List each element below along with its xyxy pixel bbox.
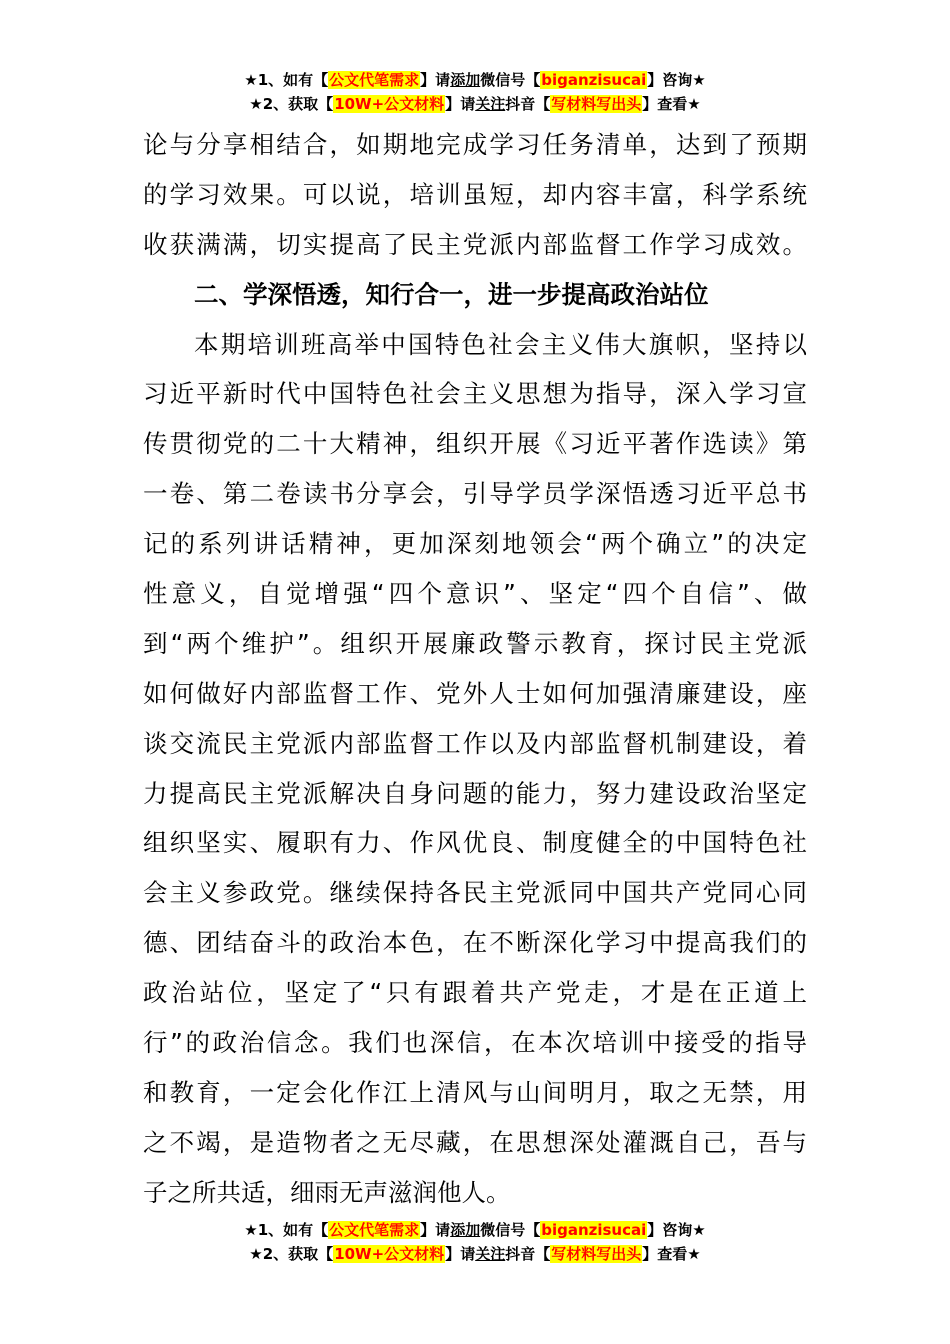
body-line: 习近平新时代中国特色社会主义思想为指导，深入学习宣 — [143, 379, 807, 409]
footer-banner-line-2 — [0, 1242, 950, 1266]
body-line: 如何做好内部监督工作、党外人士如何加强清廉建设，座 — [143, 678, 807, 708]
banner-text: 】咨询★ — [647, 71, 706, 89]
banner-text: ★2、获取【 — [249, 95, 334, 113]
footer-banner-line-1 — [0, 1218, 950, 1242]
footer-banner — [0, 1218, 950, 1266]
body-line: 收获满满，切实提高了民主党派内部监督工作学习成效。 — [143, 229, 807, 259]
body-line: 一卷、第二卷读书分享会，引导学员学深悟透习近平总书 — [143, 479, 807, 509]
banner-text: 】查看★ — [642, 95, 701, 113]
banner-text: ★2、获取【 — [249, 1245, 334, 1263]
body-line: 组织坚实、履职有力、作风优良、制度健全的中国特色社 — [143, 828, 807, 858]
banner-text: 】请 — [420, 1221, 451, 1239]
banner-text: 】请 — [420, 71, 451, 89]
body-line: 力提高民主党派解决自身问题的能力，努力建设政治坚定 — [143, 778, 807, 808]
banner-text: 抖音【 — [505, 95, 551, 113]
body-line: 德、团结奋斗的政治本色，在不断深化学习中提高我们的 — [143, 928, 807, 958]
highlight-materials: 10W+公文材料 — [334, 1245, 445, 1263]
underlined-text: 添加 — [450, 1221, 481, 1239]
body-line: 本期培训班高举中国特色社会主义伟大旗帜，坚持以 — [194, 329, 807, 359]
banner-text: 】查看★ — [642, 1245, 701, 1263]
underlined-text: 添加 — [450, 71, 481, 89]
body-line: 性意义，自觉增强“四个意识”、坚定“四个自信”、做 — [143, 579, 807, 609]
underlined-text: 关注 — [475, 1245, 506, 1263]
highlight-service: 公文代笔需求 — [329, 1221, 420, 1239]
underlined-text: 关注 — [475, 95, 506, 113]
header-banner — [0, 68, 950, 116]
body-line: 传贯彻党的二十大精神，组织开展《习近平著作选读》第 — [143, 429, 807, 459]
banner-text: ★1、如有【 — [244, 71, 329, 89]
banner-text: 微信号【 — [480, 1221, 541, 1239]
body-line: 的学习效果。可以说，培训虽短，却内容丰富，科学系统 — [143, 179, 807, 209]
body-line: 论与分享相结合，如期地完成学习任务清单，达到了预期 — [143, 130, 807, 159]
highlight-wechat-id: biganzisucai — [541, 1221, 647, 1239]
highlight-materials: 10W+公文材料 — [334, 95, 445, 113]
section-heading: 二、学深悟透，知行合一，进一步提高政治站位 — [194, 279, 709, 309]
body-line: 行”的政治信念。我们也深信，在本次培训中接受的指导 — [143, 1028, 807, 1058]
body-line: 政治站位，坚定了“只有跟着共产党走，才是在正道上 — [143, 978, 807, 1008]
highlight-service: 公文代笔需求 — [329, 71, 420, 89]
highlight-douyin-account: 写材料写出头 — [551, 1245, 642, 1263]
banner-text: 抖音【 — [505, 1245, 551, 1263]
banner-text: 】咨询★ — [647, 1221, 706, 1239]
highlight-douyin-account: 写材料写出头 — [551, 95, 642, 113]
banner-text: ★1、如有【 — [244, 1221, 329, 1239]
banner-text: 】请 — [445, 95, 476, 113]
document-body — [143, 120, 807, 1218]
body-line-last: 子之所共适，细雨无声滋润他人。 — [143, 1177, 511, 1207]
body-line: 到“两个维护”。组织开展廉政警示教育，探讨民主党派 — [143, 628, 807, 658]
header-banner-line-1 — [0, 68, 950, 92]
banner-text: 】请 — [445, 1245, 476, 1263]
highlight-wechat-id: biganzisucai — [541, 71, 647, 89]
body-line: 和教育，一定会化作江上清风与山间明月，取之无禁，用 — [143, 1077, 807, 1107]
body-line: 会主义参政党。继续保持各民主党派同中国共产党同心同 — [143, 878, 807, 908]
body-line: 谈交流民主党派内部监督工作以及内部监督机制建设，着 — [143, 728, 807, 758]
body-line: 之不竭，是造物者之无尽藏，在思想深处灌溉自己，吾与 — [143, 1127, 807, 1157]
banner-text: 微信号【 — [480, 71, 541, 89]
body-line: 记的系列讲话精神，更加深刻地领会“两个确立”的决定 — [143, 529, 807, 559]
header-banner-line-2 — [0, 92, 950, 116]
